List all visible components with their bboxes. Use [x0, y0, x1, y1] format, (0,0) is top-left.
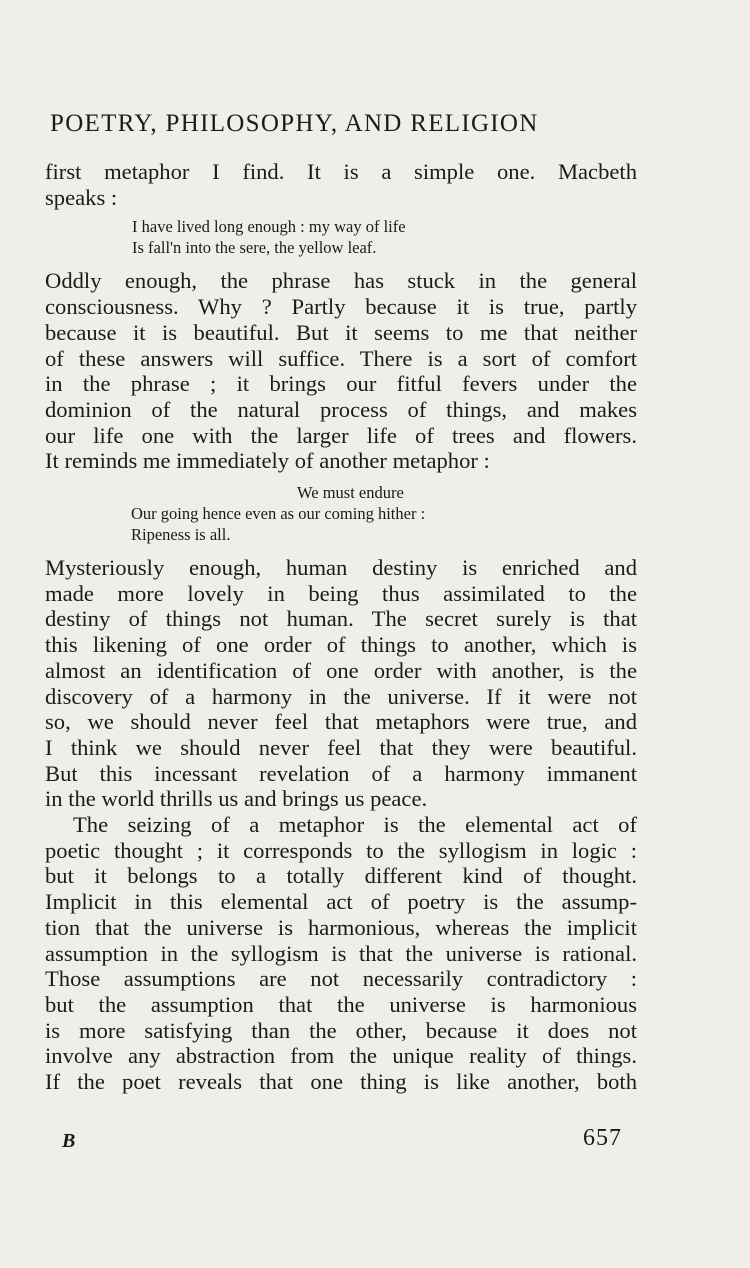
- text-line: this likening of one order of things to another, which is: [45, 632, 637, 658]
- text-line: The seizing of a metaphor is the elemental act of: [73, 812, 637, 838]
- paragraph-2: [45, 555, 637, 812]
- text-line: Implicit in this elemental act of poetry is the assump-: [45, 889, 637, 915]
- lear-quote: [45, 482, 637, 545]
- text-line: made more lovely in being thus assimilated to the: [45, 580, 637, 606]
- paragraph-3: [45, 812, 637, 1095]
- running-head: POETRY, PHILOSOPHY, AND RELIGION: [50, 110, 539, 137]
- text-line: almost an identification of one order with another, is the: [45, 657, 637, 683]
- text-line: but the assumption that the universe is harmonious: [45, 991, 637, 1017]
- quote-line: Ripeness is all.: [131, 525, 231, 545]
- text-line: is more satisfying than the other, because it does not: [45, 1017, 637, 1043]
- text-line: Oddly enough, the phrase has stuck in the general: [45, 268, 637, 294]
- text-line: poetic thought ; it corresponds to the syllogism in logic :: [45, 837, 637, 863]
- text-line: dominion of the natural process of things, and makes: [45, 396, 637, 422]
- page-number: 657: [583, 1125, 622, 1151]
- text-line: It reminds me immediately of another metaphor :: [45, 448, 490, 474]
- text-line: destiny of things not human. The secret surely is that: [45, 606, 637, 632]
- text-line: our life one with the larger life of trees and flowers.: [45, 422, 637, 448]
- text-line: But this incessant revelation of a harmony immanent: [45, 760, 637, 786]
- text-line: Those assumptions are not necessarily contradictory :: [45, 966, 637, 992]
- text-line: because it is beautiful. But it seems to me that neither: [45, 319, 637, 345]
- quote-line: I have lived long enough : my way of life: [132, 217, 406, 237]
- text-line: consciousness. Why ? Partly because it is true, partly: [45, 294, 637, 320]
- text-line: of these answers will suffice. There is a sort of comfort: [45, 345, 637, 371]
- text-line: but it belongs to a totally different kind of thought.: [45, 863, 637, 889]
- text-line: I think we should never feel that they were beautiful.: [45, 734, 637, 760]
- text-line: tion that the universe is harmonious, whereas the implicit: [45, 914, 637, 940]
- text-line: in the phrase ; it brings our fitful fevers under the: [45, 371, 637, 397]
- intro-line-2: speaks :: [45, 184, 118, 210]
- macbeth-quote: [45, 216, 637, 258]
- text-line: If the poet reveals that one thing is like another, both: [45, 1069, 637, 1095]
- intro-line-1: first metaphor I find. It is a simple one. Macbeth: [45, 159, 637, 184]
- text-line: discovery of a harmony in the universe. If it were not: [45, 683, 637, 709]
- signature-mark: B: [62, 1130, 76, 1152]
- text-line: in the world thrills us and brings us peace.: [45, 786, 428, 812]
- text-line: Mysteriously enough, human destiny is enriched and: [45, 555, 637, 581]
- text-line: involve any abstraction from the unique reality of things.: [45, 1043, 637, 1069]
- body-text: [45, 159, 637, 1095]
- text-line: so, we should never feel that metaphors were true, and: [45, 709, 637, 735]
- text-line: assumption in the syllogism is that the universe is rational.: [45, 940, 637, 966]
- quote-line: Our going hence even as our coming hither :: [131, 504, 426, 524]
- quote-line: We must endure: [297, 483, 404, 503]
- quote-line: Is fall'n into the sere, the yellow leaf.: [132, 238, 377, 258]
- paragraph-1: [45, 268, 637, 474]
